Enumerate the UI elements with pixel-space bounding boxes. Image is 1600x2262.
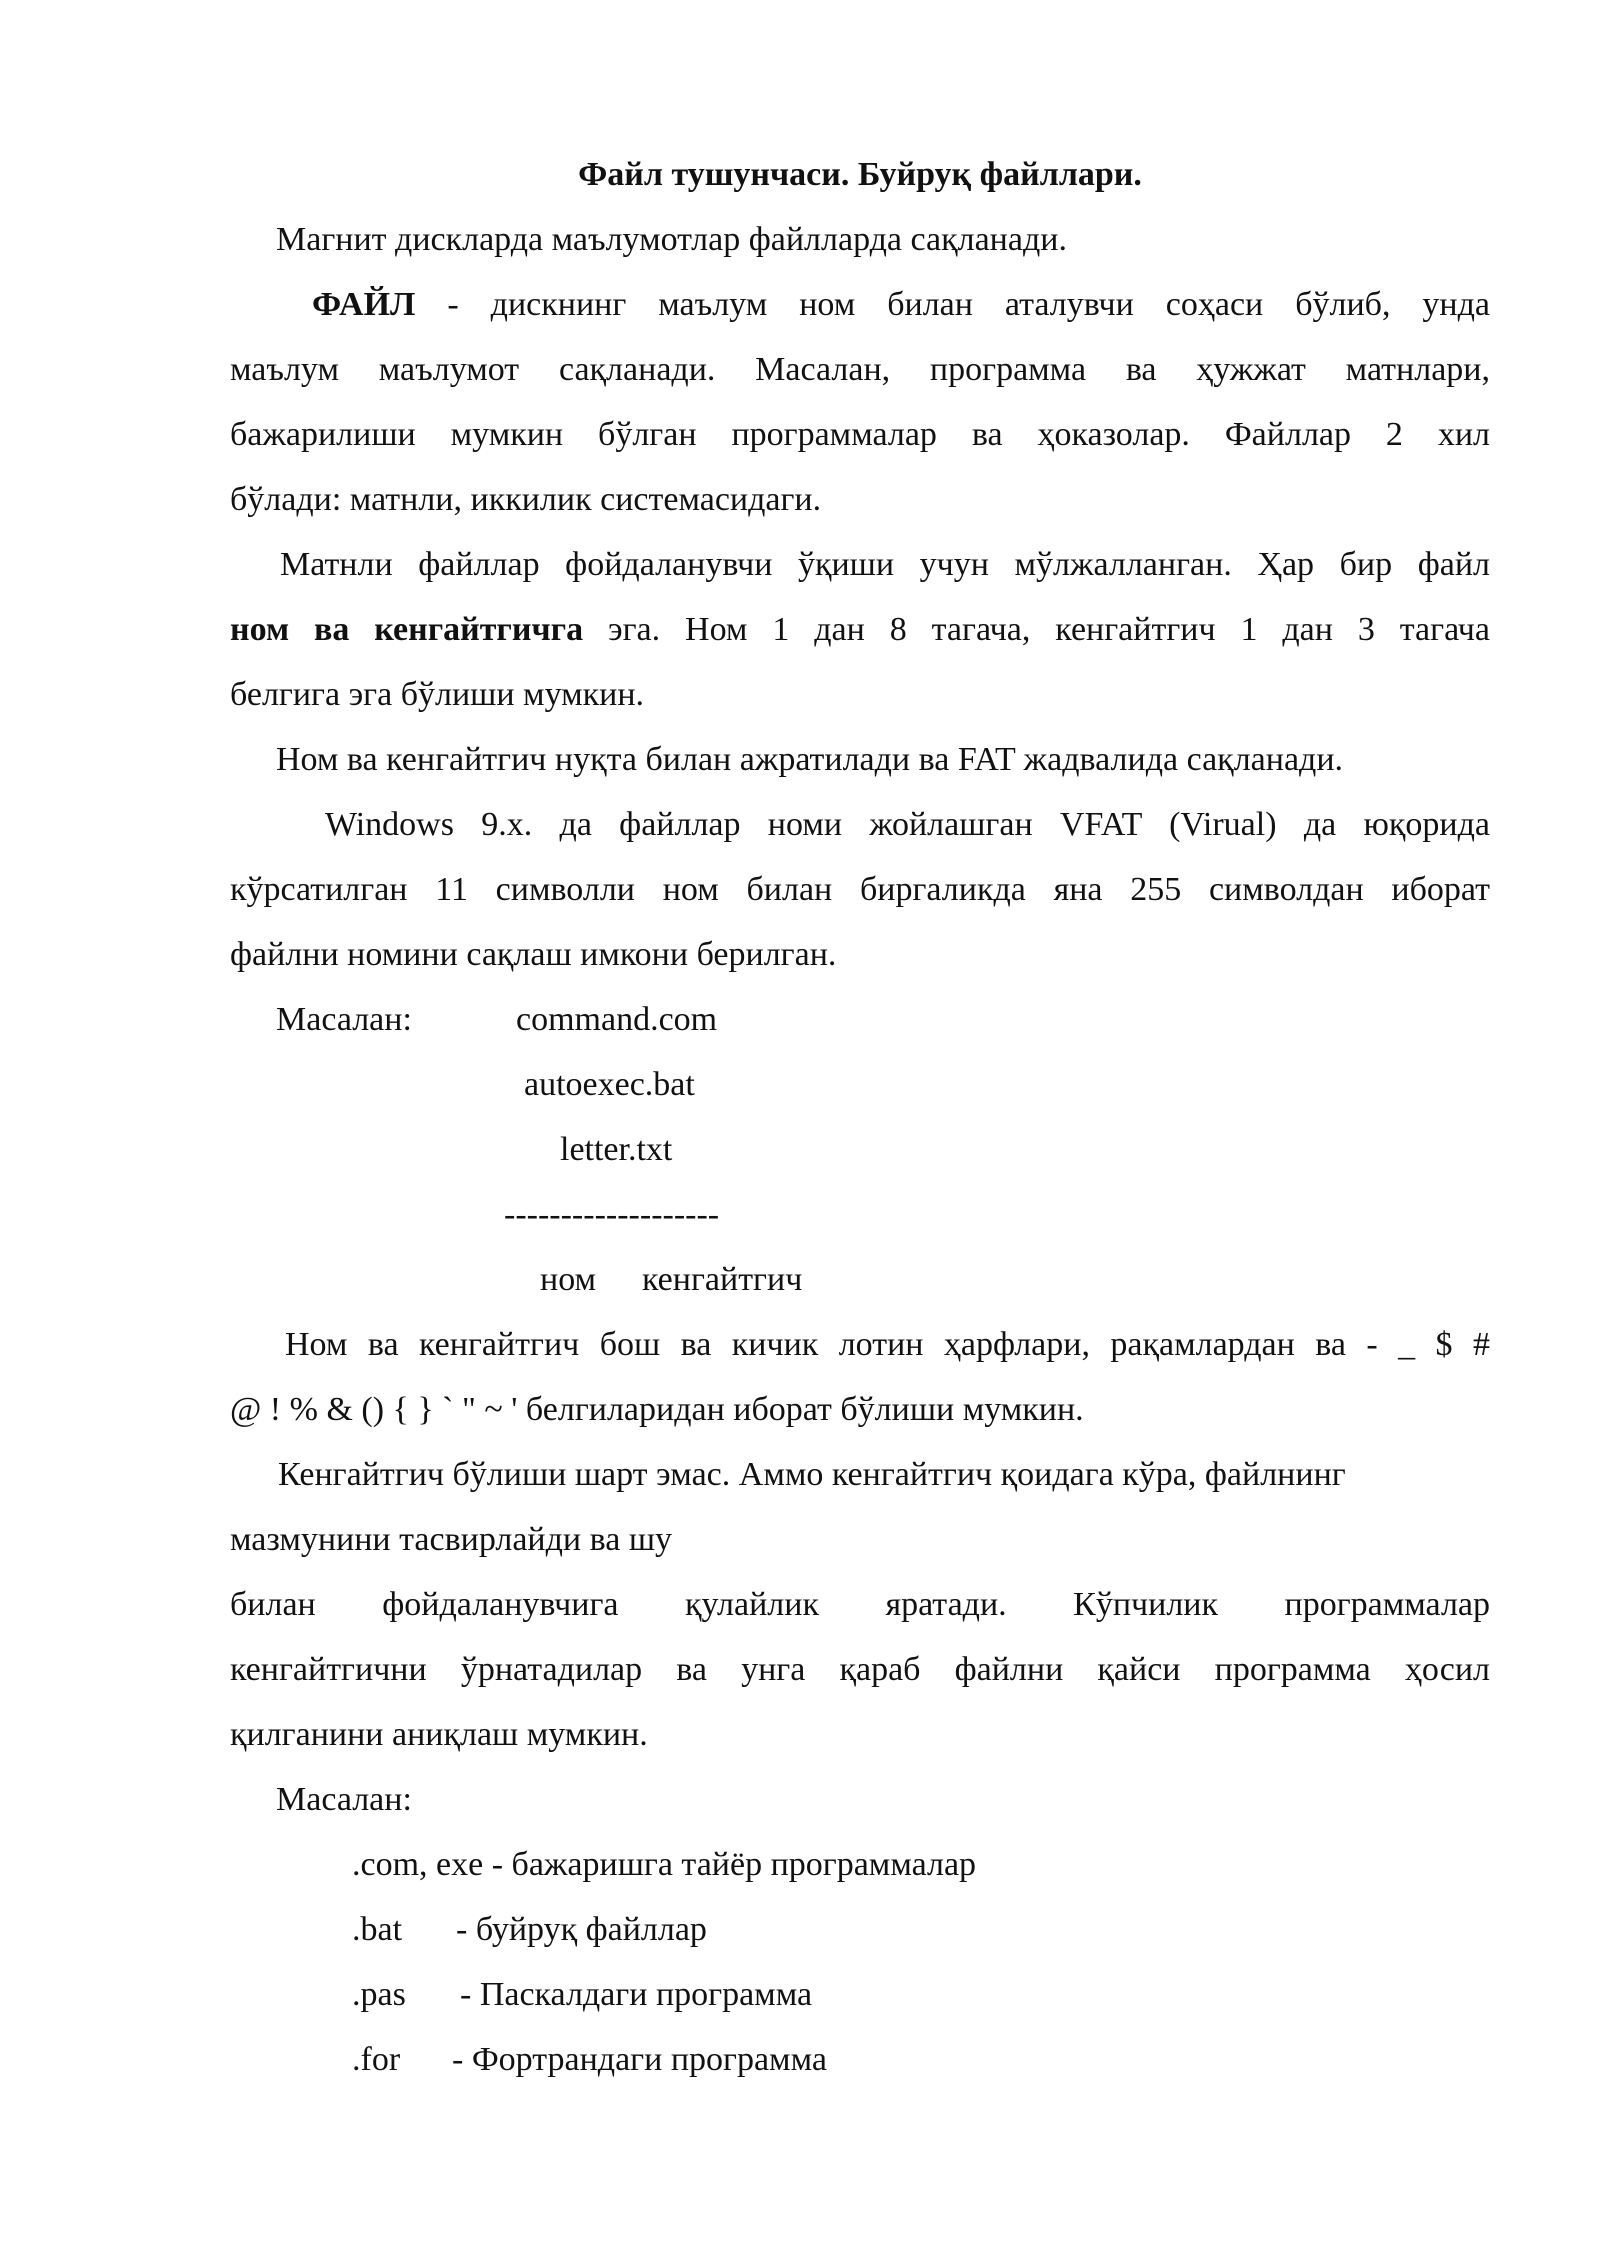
paragraph-3-line-1: Матнли файллар фойдаланувчи ўқиши учун мўлжалланган. Ҳар бир файл — [280, 546, 1490, 583]
extension-row-3-code: .pas — [352, 1976, 406, 2013]
paragraph-7-line-2: мазмунини тасвирлайди ва шу — [230, 1521, 672, 1558]
example-filename-2: autoexec.bat — [524, 1066, 695, 1103]
example-2-label: Масалан: — [276, 1781, 412, 1818]
paragraph-3-line-2: ном ва кенгайтгичга эга. Ном 1 дан 8 тагача, кенгайтгич 1 дан 3 тагача — [230, 611, 1491, 648]
paragraph-5-line-1: Windows 9.x. да файллар номи жойлашган VFAT (Virual) да юқорида — [325, 806, 1490, 843]
caption-name: ном — [540, 1261, 597, 1298]
paragraph-7-line-3: билан фойдаланувчига қулайлик яратади. Кўпчилик программалар — [230, 1586, 1490, 1623]
extension-description: - бажаришга тайёр программалар — [491, 1846, 977, 1883]
paragraph-4: Ном ва кенгайтгич нуқта билан ажратилади ва FAT жадвалида сақланади. — [276, 741, 1344, 778]
paragraph-2-line-3: бажарилиши мумкин бўлган программалар ва ҳоказолар. Файллар 2 хил — [230, 416, 1490, 453]
paragraph-2-line-2: маълум маълумот сақланади. Масалан, программа ва ҳужжат матнлари, — [230, 351, 1490, 388]
example-filename-3: letter.txt — [560, 1131, 673, 1168]
paragraph-3-line-3: белгига эга бўлиши мумкин. — [230, 676, 645, 713]
paragraph-2-line-4: бўлади: матнли, иккилик системасидаги. — [230, 481, 822, 518]
paragraph-6-line-2: @ ! % & () { } ` " ~ ' белгиларидан иборат бўлиши мумкин. — [230, 1391, 1084, 1428]
term-file: ФАЙЛ — [312, 286, 416, 323]
example-divider: ------------------- — [504, 1196, 720, 1233]
paragraph-1: Магнит дискларда маълумотлар файлларда сақланади. — [276, 221, 1067, 258]
paragraph-7-line-5: қилганини аниқлаш мумкин. — [230, 1716, 648, 1753]
paragraph-5-line-2: кўрсатилган 11 символли ном билан биргаликда яна 255 символдан иборат — [230, 871, 1490, 908]
paragraph-5-line-3: файлни номини сақлаш имкони берилган. — [230, 936, 837, 973]
paragraph-7-line-1: Кенгайтгич бўлиши шарт эмас. Аммо кенгайтгич қоидага кўра, файлнинг — [278, 1456, 1346, 1493]
paragraph-7-line-4: кенгайтгични ўрнатадилар ва унга қараб файлни қайси программа ҳосил — [230, 1651, 1490, 1688]
caption-extension: кенгайтгич — [642, 1261, 803, 1298]
extension-row-4-code: .for — [352, 2041, 401, 2078]
extension-code: .com, exe — [352, 1846, 484, 1883]
extension-row-2-description: - буйруқ файллар — [456, 1911, 707, 1948]
example-1-label: Масалан: — [276, 1001, 412, 1038]
paragraph-2-line-1: ФАЙЛ - дискнинг маълум ном билан аталувчи соҳаси бўлиб, унда — [312, 286, 1491, 323]
extension-row-3-description: - Паскалдаги программа — [460, 1976, 813, 2013]
paragraph-6-line-1: Ном ва кенгайтгич бош ва кичик лотин ҳарфлари, рақамлардан ва - _ $ # — [285, 1326, 1490, 1363]
example-filename-1: command.com — [516, 1001, 718, 1038]
page-title: Файл тушунчаси. Буйруқ файллари. — [578, 156, 1142, 193]
extension-row-2-code: .bat — [352, 1911, 403, 1948]
bold-phrase: ном ва кенгайтгичга — [230, 611, 584, 648]
extension-row-1 — [352, 1845, 976, 1885]
extension-row-4-description: - Фортрандаги программа — [452, 2041, 827, 2078]
